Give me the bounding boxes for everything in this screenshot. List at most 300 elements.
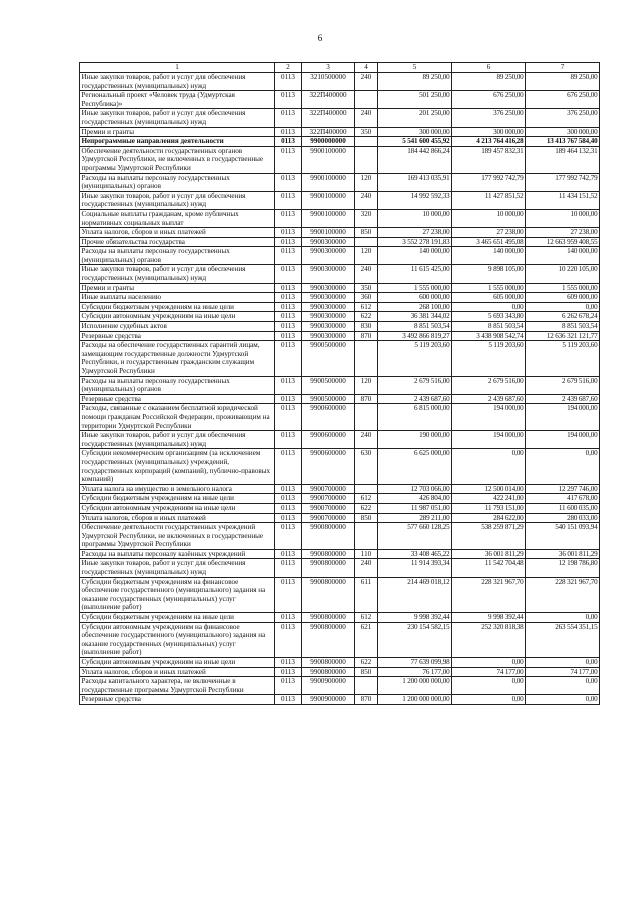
expense-type-cell: 830 [355, 322, 378, 332]
amount-col6-cell: 605 000,00 [452, 293, 526, 303]
amount-col6-cell: 0,00 [452, 302, 526, 312]
expense-type-cell: 350 [355, 283, 378, 293]
expense-name-cell: Уплата налогов, сборов и иных платежей [80, 513, 275, 523]
table-row [80, 404, 600, 431]
expense-type-cell [355, 523, 378, 550]
target-article-cell: 9900300000 [302, 283, 355, 293]
expense-name-cell: Субсидии бюджетным учреждениям на финансовое обеспечение государственного (муниципального) задания на оказание государственных (муниципальных) услуг (выполнение работ) [80, 577, 275, 612]
amount-col6-cell: 228 321 967,70 [452, 577, 526, 612]
section-code-cell: 0113 [275, 293, 302, 303]
target-article-cell: 9900600000 [302, 449, 355, 484]
amount-col6-cell: 194 000,00 [452, 404, 526, 431]
page-number: 6 [317, 33, 323, 43]
amount-col7-cell: 0,00 [526, 658, 600, 668]
amount-col6-cell: 74 177,00 [452, 667, 526, 677]
expense-type-cell: 630 [355, 449, 378, 484]
amount-col7-cell: 609 000,00 [526, 293, 600, 303]
amount-col7-cell: 12 663 959 408,55 [526, 237, 600, 247]
amount-col7-cell: 13 413 767 584,40 [526, 137, 600, 147]
expense-type-cell [355, 137, 378, 147]
expense-type-cell: 350 [355, 127, 378, 137]
amount-col7-cell: 1 555 000,00 [526, 283, 600, 293]
amount-col5-cell: 1 200 000 000,00 [378, 677, 452, 695]
section-code-cell: 0113 [275, 247, 302, 265]
table-row [80, 394, 600, 404]
amount-col5-cell: 8 851 503,54 [378, 322, 452, 332]
amount-col7-cell: 27 238,00 [526, 228, 600, 238]
target-article-cell: 9900300000 [302, 322, 355, 332]
target-article-cell: 9900700000 [302, 513, 355, 523]
amount-col5-cell: 501 250,00 [378, 91, 452, 109]
amount-col5-cell: 89 250,00 [378, 73, 452, 91]
column-header: 1 [80, 63, 275, 73]
target-article-cell: 9900500000 [302, 341, 355, 376]
amount-col6-cell: 11 793 151,00 [452, 503, 526, 513]
section-code-cell: 0113 [275, 577, 302, 612]
amount-col5-cell: 268 100,00 [378, 302, 452, 312]
target-article-cell: 9900100000 [302, 146, 355, 173]
table-row [80, 237, 600, 247]
expense-type-cell: 240 [355, 109, 378, 127]
table-row [80, 302, 600, 312]
expense-type-cell: 850 [355, 667, 378, 677]
expense-type-cell: 360 [355, 293, 378, 303]
amount-col7-cell: 12 297 746,00 [526, 484, 600, 494]
amount-col7-cell: 0,00 [526, 695, 600, 705]
expense-type-cell: 240 [355, 73, 378, 91]
amount-col7-cell: 177 992 742,79 [526, 173, 600, 191]
amount-col6-cell: 4 213 764 416,28 [452, 137, 526, 147]
table-row [80, 695, 600, 705]
amount-col6-cell: 8 851 503,54 [452, 322, 526, 332]
amount-col6-cell: 3 465 651 495,08 [452, 237, 526, 247]
table-row [80, 173, 600, 191]
amount-col5-cell: 11 987 051,00 [378, 503, 452, 513]
amount-col6-cell: 0,00 [452, 677, 526, 695]
section-code-cell: 0113 [275, 677, 302, 695]
target-article-cell: 9900600000 [302, 431, 355, 449]
expense-type-cell [355, 146, 378, 173]
target-article-cell: 3210500000 [302, 73, 355, 91]
target-article-cell: 9900300000 [302, 265, 355, 283]
amount-col5-cell: 10 000,00 [378, 209, 452, 227]
expense-name-cell: Иные закупки товаров, работ и услуг для обеспечения государственных (муниципальных) нужд [80, 109, 275, 127]
amount-col7-cell: 376 250,00 [526, 109, 600, 127]
amount-col5-cell: 201 250,00 [378, 109, 452, 127]
section-code-cell: 0113 [275, 322, 302, 332]
target-article-cell: 9900300000 [302, 293, 355, 303]
amount-col5-cell: 33 408 465,22 [378, 549, 452, 559]
expense-type-cell [355, 237, 378, 247]
section-code-cell: 0113 [275, 658, 302, 668]
table-row [80, 523, 600, 550]
amount-col6-cell: 300 000,00 [452, 127, 526, 137]
amount-col7-cell: 74 177,00 [526, 667, 600, 677]
expense-name-cell: Субсидии автономным учреждениям на иные цели [80, 658, 275, 668]
amount-col7-cell: 300 000,00 [526, 127, 600, 137]
expense-name-cell: Прочие обязательства государства [80, 237, 275, 247]
target-article-cell: 9900300000 [302, 247, 355, 265]
target-article-cell: 9900700000 [302, 484, 355, 494]
amount-col6-cell: 27 238,00 [452, 228, 526, 238]
target-article-cell: 9900000000 [302, 137, 355, 147]
section-code-cell: 0113 [275, 283, 302, 293]
target-article-cell: 9900800000 [302, 667, 355, 677]
table-row [80, 146, 600, 173]
column-header: 3 [302, 63, 355, 73]
table-row [80, 503, 600, 513]
amount-col7-cell: 0,00 [526, 302, 600, 312]
column-header: 5 [378, 63, 452, 73]
table-row [80, 331, 600, 341]
amount-col7-cell: 676 250,00 [526, 91, 600, 109]
header-row [80, 63, 600, 73]
expense-name-cell: Расходы на выплаты персоналу государственных (муниципальных) органов [80, 173, 275, 191]
expense-name-cell: Расходы на выплаты персоналу государственных (муниципальных) органов [80, 376, 275, 394]
expense-type-cell [355, 404, 378, 431]
column-header: 7 [526, 63, 600, 73]
table-row [80, 677, 600, 695]
amount-col6-cell: 376 250,00 [452, 109, 526, 127]
target-article-cell: 9900800000 [302, 523, 355, 550]
amount-col6-cell: 9 998 392,44 [452, 613, 526, 623]
expense-type-cell: 110 [355, 549, 378, 559]
target-article-cell: 9900900000 [302, 677, 355, 695]
table-row [80, 376, 600, 394]
expense-type-cell: 622 [355, 312, 378, 322]
expense-name-cell: Иные закупки товаров, работ и услуг для обеспечения государственных (муниципальных) нужд [80, 191, 275, 209]
section-code-cell: 0113 [275, 127, 302, 137]
section-code-cell: 0113 [275, 173, 302, 191]
amount-col7-cell: 12 198 786,80 [526, 559, 600, 577]
expense-type-cell: 612 [355, 302, 378, 312]
amount-col6-cell: 140 000,00 [452, 247, 526, 265]
section-code-cell: 0113 [275, 376, 302, 394]
expense-name-cell: Расходы капитального характера, не включенные в государственные программы Удмуртской Республики [80, 677, 275, 695]
expense-name-cell: Расходы на выплаты персоналу казённых учреждений [80, 549, 275, 559]
amount-col6-cell: 252 320 818,38 [452, 622, 526, 657]
amount-col7-cell: 2 439 687,60 [526, 394, 600, 404]
amount-col7-cell: 11 434 151,52 [526, 191, 600, 209]
section-code-cell: 0113 [275, 91, 302, 109]
section-code-cell: 0113 [275, 404, 302, 431]
target-article-cell: 9900700000 [302, 503, 355, 513]
target-article-cell: 322П400000 [302, 109, 355, 127]
amount-col5-cell: 1 200 000 000,00 [378, 695, 452, 705]
expense-name-cell: Субсидии автономным учреждениям на иные цели [80, 312, 275, 322]
expense-name-cell: Иные закупки товаров, работ и услуг для обеспечения государственных (муниципальных) нужд [80, 73, 275, 91]
amount-col5-cell: 426 804,00 [378, 494, 452, 504]
expense-type-cell: 120 [355, 247, 378, 265]
table-row [80, 91, 600, 109]
amount-col7-cell: 89 250,00 [526, 73, 600, 91]
target-article-cell: 9900700000 [302, 494, 355, 504]
target-article-cell: 9900300000 [302, 312, 355, 322]
section-code-cell: 0113 [275, 302, 302, 312]
expense-type-cell: 850 [355, 513, 378, 523]
expense-name-cell: Резервные средства [80, 394, 275, 404]
expense-type-cell: 611 [355, 577, 378, 612]
section-code-cell: 0113 [275, 312, 302, 322]
amount-col5-cell: 169 413 035,91 [378, 173, 452, 191]
amount-col6-cell: 0,00 [452, 658, 526, 668]
section-code-cell: 0113 [275, 695, 302, 705]
target-article-cell: 9900300000 [302, 302, 355, 312]
target-article-cell: 9900800000 [302, 559, 355, 577]
expense-name-cell: Уплата налогов, сборов и иных платежей [80, 667, 275, 677]
expense-type-cell: 621 [355, 622, 378, 657]
expense-name-cell: Расходы на обеспечение государственных гарантий лицам, замещающим государственные должности Удмуртской Республики, и государственным гражданским служащим Удмуртской Республики [80, 341, 275, 376]
expense-name-cell: Субсидии автономным учреждениям на финансовое обеспечение государственного (муниципального) задания на оказание государственных (муниципальных) услуг (выполнение работ) [80, 622, 275, 657]
table-row [80, 137, 600, 147]
section-code-cell: 0113 [275, 513, 302, 523]
amount-col5-cell: 6 815 000,00 [378, 404, 452, 431]
amount-col5-cell: 5 119 203,60 [378, 341, 452, 376]
amount-col7-cell: 417 678,00 [526, 494, 600, 504]
target-article-cell: 9900300000 [302, 237, 355, 247]
expense-name-cell: Обеспечение деятельности государственных учреждений Удмуртской Республики, не включенных в государственные программы Удмуртской Республики [80, 523, 275, 550]
section-code-cell: 0113 [275, 484, 302, 494]
amount-col5-cell: 5 541 600 455,92 [378, 137, 452, 147]
expense-name-cell: Субсидии бюджетным учреждениям на иные цели [80, 494, 275, 504]
expense-type-cell: 622 [355, 503, 378, 513]
amount-col5-cell: 600 000,00 [378, 293, 452, 303]
amount-col6-cell: 11 542 704,48 [452, 559, 526, 577]
amount-col5-cell: 577 660 128,25 [378, 523, 452, 550]
table-row [80, 293, 600, 303]
amount-col7-cell: 0,00 [526, 677, 600, 695]
amount-col5-cell: 76 177,00 [378, 667, 452, 677]
amount-col7-cell: 189 464 132,31 [526, 146, 600, 173]
section-code-cell: 0113 [275, 331, 302, 341]
amount-col7-cell: 10 000,00 [526, 209, 600, 227]
amount-col7-cell: 280 033,00 [526, 513, 600, 523]
expense-name-cell: Субсидии бюджетным учреждениям на иные цели [80, 613, 275, 623]
table-row [80, 312, 600, 322]
amount-col6-cell: 89 250,00 [452, 73, 526, 91]
section-code-cell: 0113 [275, 265, 302, 283]
section-code-cell: 0113 [275, 622, 302, 657]
section-code-cell: 0113 [275, 109, 302, 127]
amount-col7-cell: 12 636 321 121,77 [526, 331, 600, 341]
expense-name-cell: Обеспечение деятельности государственных органов Удмуртской Республики, не включенных в государственные программы Удмуртской Республики [80, 146, 275, 173]
amount-col5-cell: 14 992 592,33 [378, 191, 452, 209]
table-row [80, 228, 600, 238]
expense-name-cell: Региональный проект «Человек труда (Удмуртская Республика)» [80, 91, 275, 109]
target-article-cell: 9900500000 [302, 376, 355, 394]
amount-col5-cell: 289 211,00 [378, 513, 452, 523]
target-article-cell: 9900900000 [302, 695, 355, 705]
expense-type-cell: 120 [355, 376, 378, 394]
expense-type-cell: 870 [355, 331, 378, 341]
table-row [80, 127, 600, 137]
amount-col5-cell: 2 439 687,60 [378, 394, 452, 404]
section-code-cell: 0113 [275, 191, 302, 209]
amount-col7-cell: 6 262 678,24 [526, 312, 600, 322]
expense-name-cell: Резервные средства [80, 331, 275, 341]
amount-col6-cell: 5 693 343,80 [452, 312, 526, 322]
amount-col5-cell: 9 998 392,44 [378, 613, 452, 623]
amount-col6-cell: 284 622,00 [452, 513, 526, 523]
section-code-cell: 0113 [275, 394, 302, 404]
expense-type-cell [355, 677, 378, 695]
amount-col6-cell: 0,00 [452, 449, 526, 484]
target-article-cell: 322П400000 [302, 127, 355, 137]
expense-type-cell [355, 341, 378, 376]
amount-col5-cell: 12 703 066,00 [378, 484, 452, 494]
table-row [80, 667, 600, 677]
section-code-cell: 0113 [275, 209, 302, 227]
table-row [80, 209, 600, 227]
section-code-cell: 0113 [275, 449, 302, 484]
amount-col5-cell: 27 238,00 [378, 228, 452, 238]
target-article-cell: 9900500000 [302, 394, 355, 404]
amount-col7-cell: 11 600 035,00 [526, 503, 600, 513]
expense-type-cell [355, 484, 378, 494]
amount-col6-cell: 36 001 811,29 [452, 549, 526, 559]
expense-type-cell: 240 [355, 559, 378, 577]
amount-col5-cell: 3 492 866 819,27 [378, 331, 452, 341]
table-row [80, 622, 600, 657]
expense-type-cell: 240 [355, 265, 378, 283]
section-code-cell: 0113 [275, 503, 302, 513]
section-code-cell: 0113 [275, 237, 302, 247]
expense-name-cell: Премии и гранты [80, 127, 275, 137]
table-row [80, 658, 600, 668]
expense-type-cell: 120 [355, 173, 378, 191]
table-row [80, 484, 600, 494]
budget-table [79, 62, 600, 705]
table-row [80, 494, 600, 504]
expense-type-cell: 320 [355, 209, 378, 227]
amount-col6-cell: 2 439 687,60 [452, 394, 526, 404]
amount-col7-cell: 5 119 203,60 [526, 341, 600, 376]
amount-col7-cell: 540 151 093,94 [526, 523, 600, 550]
expense-name-cell: Субсидии автономным учреждениям на иные цели [80, 503, 275, 513]
table-row [80, 247, 600, 265]
section-code-cell: 0113 [275, 667, 302, 677]
expense-name-cell: Иные закупки товаров, работ и услуг для обеспечения государственных (муниципальных) нужд [80, 265, 275, 283]
target-article-cell: 9900100000 [302, 191, 355, 209]
amount-col5-cell: 184 442 866,24 [378, 146, 452, 173]
amount-col5-cell: 214 469 018,12 [378, 577, 452, 612]
table-row [80, 283, 600, 293]
amount-col7-cell: 2 679 516,00 [526, 376, 600, 394]
table-row [80, 449, 600, 484]
amount-col7-cell: 36 001 811,29 [526, 549, 600, 559]
expense-name-cell: Уплата налога на имущество и земельного налога [80, 484, 275, 494]
amount-col5-cell: 2 679 516,00 [378, 376, 452, 394]
amount-col6-cell: 189 457 832,31 [452, 146, 526, 173]
table-row [80, 322, 600, 332]
amount-col6-cell: 194 000,00 [452, 431, 526, 449]
expense-name-cell: Расходы, связанные с оказанием бесплатной юридической помощи гражданам Российской Федерации, проживающим на территории Удмуртской Республики [80, 404, 275, 431]
expense-name-cell: Резервные средства [80, 695, 275, 705]
target-article-cell: 9900800000 [302, 613, 355, 623]
expense-name-cell: Иные выплаты населению [80, 293, 275, 303]
amount-col6-cell: 9 898 105,00 [452, 265, 526, 283]
section-code-cell: 0113 [275, 523, 302, 550]
amount-col7-cell: 263 554 351,15 [526, 622, 600, 657]
expense-name-cell: Социальные выплаты гражданам, кроме публичных нормативных социальных выплат [80, 209, 275, 227]
expense-name-cell: Субсидии бюджетным учреждениям на иные цели [80, 302, 275, 312]
amount-col5-cell: 77 639 099,98 [378, 658, 452, 668]
amount-col5-cell: 190 000,00 [378, 431, 452, 449]
target-article-cell: 9900300000 [302, 331, 355, 341]
target-article-cell: 9900800000 [302, 658, 355, 668]
table-row [80, 109, 600, 127]
amount-col5-cell: 300 000,00 [378, 127, 452, 137]
table-row [80, 73, 600, 91]
amount-col7-cell: 10 220 105,00 [526, 265, 600, 283]
target-article-cell: 322П400000 [302, 91, 355, 109]
column-header: 4 [355, 63, 378, 73]
amount-col5-cell: 230 154 582,15 [378, 622, 452, 657]
table-row [80, 265, 600, 283]
amount-col7-cell: 194 000,00 [526, 431, 600, 449]
amount-col7-cell: 194 000,00 [526, 404, 600, 431]
amount-col6-cell: 10 000,00 [452, 209, 526, 227]
expense-type-cell: 612 [355, 613, 378, 623]
amount-col6-cell: 422 241,00 [452, 494, 526, 504]
column-header: 2 [275, 63, 302, 73]
table-row [80, 577, 600, 612]
table-row [80, 559, 600, 577]
expense-type-cell: 240 [355, 431, 378, 449]
expense-type-cell: 850 [355, 228, 378, 238]
amount-col7-cell: 8 851 503,54 [526, 322, 600, 332]
amount-col6-cell: 12 500 014,00 [452, 484, 526, 494]
section-code-cell: 0113 [275, 494, 302, 504]
amount-col6-cell: 676 250,00 [452, 91, 526, 109]
expense-name-cell: Исполнение судебных актов [80, 322, 275, 332]
section-code-cell: 0113 [275, 228, 302, 238]
section-code-cell: 0113 [275, 341, 302, 376]
expense-name-cell: Премии и гранты [80, 283, 275, 293]
expense-name-cell: Субсидии некоммерческим организациям (за исключением государственных (муниципальных) учреждений, государственных корпораций (компаний), публично-правовых компаний) [80, 449, 275, 484]
section-code-cell: 0113 [275, 146, 302, 173]
table-row [80, 513, 600, 523]
expense-name-cell: Расходы на выплаты персоналу государственных (муниципальных) органов [80, 247, 275, 265]
expense-name-cell: Иные закупки товаров, работ и услуг для обеспечения государственных (муниципальных) нужд [80, 559, 275, 577]
amount-col5-cell: 36 381 344,02 [378, 312, 452, 322]
target-article-cell: 9900100000 [302, 173, 355, 191]
expense-type-cell: 612 [355, 494, 378, 504]
target-article-cell: 9900600000 [302, 404, 355, 431]
section-code-cell: 0113 [275, 431, 302, 449]
amount-col5-cell: 140 000,00 [378, 247, 452, 265]
table-row [80, 613, 600, 623]
target-article-cell: 9900100000 [302, 228, 355, 238]
amount-col7-cell: 140 000,00 [526, 247, 600, 265]
amount-col6-cell: 1 555 000,00 [452, 283, 526, 293]
expense-type-cell: 870 [355, 695, 378, 705]
amount-col5-cell: 6 625 000,00 [378, 449, 452, 484]
amount-col6-cell: 0,00 [452, 695, 526, 705]
expense-name-cell: Уплата налогов, сборов и иных платежей [80, 228, 275, 238]
expense-type-cell: 622 [355, 658, 378, 668]
expense-name-cell: Иные закупки товаров, работ и услуг для обеспечения государственных (муниципальных) нужд [80, 431, 275, 449]
section-code-cell: 0113 [275, 549, 302, 559]
target-article-cell: 9900800000 [302, 549, 355, 559]
expense-name-cell: Непрограммные направления деятельности [80, 137, 275, 147]
amount-col6-cell: 177 992 742,79 [452, 173, 526, 191]
amount-col7-cell: 0,00 [526, 449, 600, 484]
amount-col6-cell: 538 259 871,29 [452, 523, 526, 550]
amount-col6-cell: 11 427 851,52 [452, 191, 526, 209]
column-header: 6 [452, 63, 526, 73]
amount-col5-cell: 3 552 278 191,83 [378, 237, 452, 247]
